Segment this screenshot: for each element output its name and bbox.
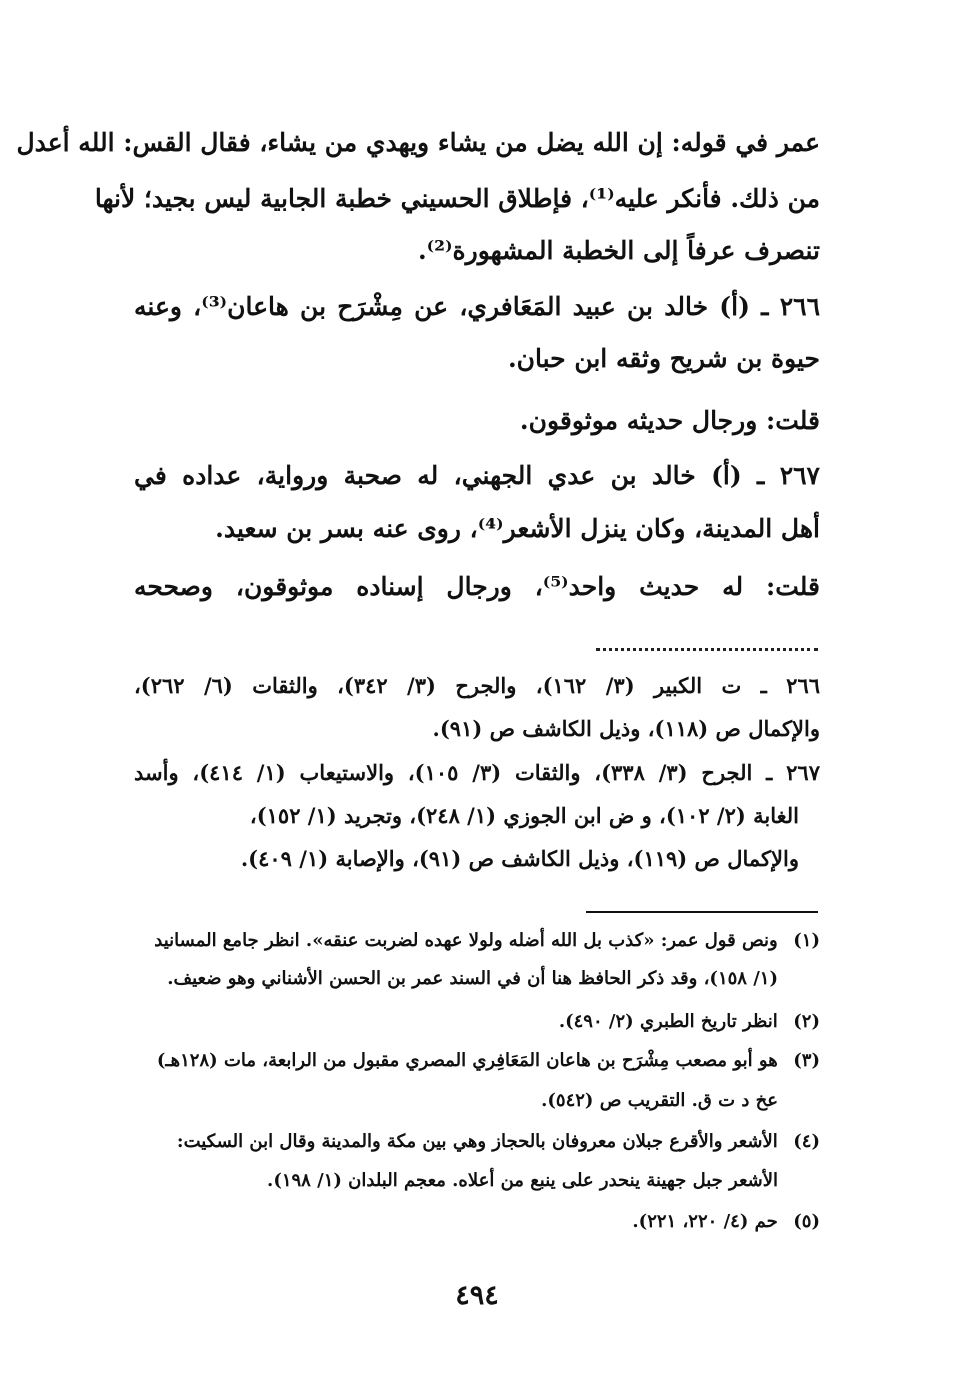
footnote-4-continuation: الأشعر جبل جهينة ينحدر على ينبع من أعلاه. معجم البلدان (١/ ١٩٨). [267,1170,778,1191]
footnote-2 [559,1011,820,1033]
main-text-line: ٢٦٦ ـ (أ) خالد بن عبيد المَعَافري، عن مِشْرَح بن هاعان⁽³⁾، وعنه [134,292,821,321]
main-text-line: قلت: له حديث واحد⁽⁵⁾، ورجال إسناده موثوقون، وصححه [134,572,821,601]
main-text-line: من ذلك. فأنكر عليه⁽¹⁾، فإطلاق الحسيني خطبة الجابية ليس بجيد؛ لأنها [94,184,820,213]
footnote-5 [632,1211,820,1233]
footnote-number: (٢) [793,1011,820,1032]
footnote-number: (٤) [793,1131,820,1152]
footnote-1-continuation: (١/ ١٥٨)، وقد ذكر الحافظ هنا أن في السند عمر بن الحسن الأشناني وهو ضعيف. [167,968,778,989]
main-text-line: أهل المدينة، وكان ينزل الأشعر⁽⁴⁾، روى عنه بسر بن سعيد. [215,514,820,543]
footnote-3-continuation: عخ د ت ق. التقريب ص (٥٤٢). [541,1090,778,1111]
footnote-rule [586,911,818,913]
main-text-line: قلت: ورجال حديثه موثوقون. [519,406,820,435]
source-reference-line: ٢٦٧ ـ الجرح (٣/ ٣٣٨)، والثقات (٣/ ١٠٥)، والاستيعاب (١/ ٤١٤)، وأسد [134,760,820,785]
source-reference-line: والإكمال ص (١١٩)، وذيل الكاشف ص (٩١)، والإصابة (١/ ٤٠٩). [240,846,799,871]
footnote-text: ونص قول عمر: «كذب بل الله أضله ولولا عهده لضربت عنقه». انظر جامع المسانيد [154,930,778,951]
footnote-3 [157,1050,820,1072]
dotted-separator [596,648,818,651]
footnote-number: (٥) [793,1211,820,1232]
main-text-line: حيوة بن شريح وثقه ابن حبان. [507,344,820,373]
source-reference-line: ٢٦٦ ـ ت الكبير (٣/ ١٦٢)، والجرح (٣/ ٣٤٢)، والثقات (٦/ ٢٦٢)، [134,673,821,698]
source-reference-line: الغابة (٢/ ١٠٢)، و ض ابن الجوزي (١/ ٢٤٨)، وتجريد (١/ ١٥٢)، [249,803,799,828]
source-reference-line: والإكمال ص (١١٨)، وذيل الكاشف ص (٩١). [432,716,820,741]
main-text-line: ٢٦٧ ـ (أ) خالد بن عدي الجهني، له صحبة ورواية، عداده في [134,461,820,490]
footnote-text: الأشعر والأقرع جبلان معروفان بالحجاز وهي بين مكة والمدينة وقال ابن السكيت: [176,1131,778,1152]
footnote-number: (١) [793,930,820,951]
footnote-4 [177,1131,820,1153]
main-text-line: تنصرف عرفاً إلى الخطبة المشهورة⁽²⁾. [417,236,820,265]
footnote-text: حم (٤/ ٢٢٠، ٢٢١). [632,1211,778,1232]
footnote-text: هو أبو مصعب مِشْرَح بن هاعان المَعَافِري المصري مقبول من الرابعة، مات (١٢٨هـ) [156,1050,778,1071]
page-number: ٤٩٤ [455,1280,499,1311]
footnote-text: انظر تاريخ الطبري (٢/ ٤٩٠). [558,1011,778,1032]
footnote-1 [154,930,820,952]
footnote-number: (٣) [793,1050,820,1071]
main-text-line: عمر في قوله: إن الله يضل من يشاء ويهدي من يشاء، فقال القس: الله أعدل [16,128,820,157]
